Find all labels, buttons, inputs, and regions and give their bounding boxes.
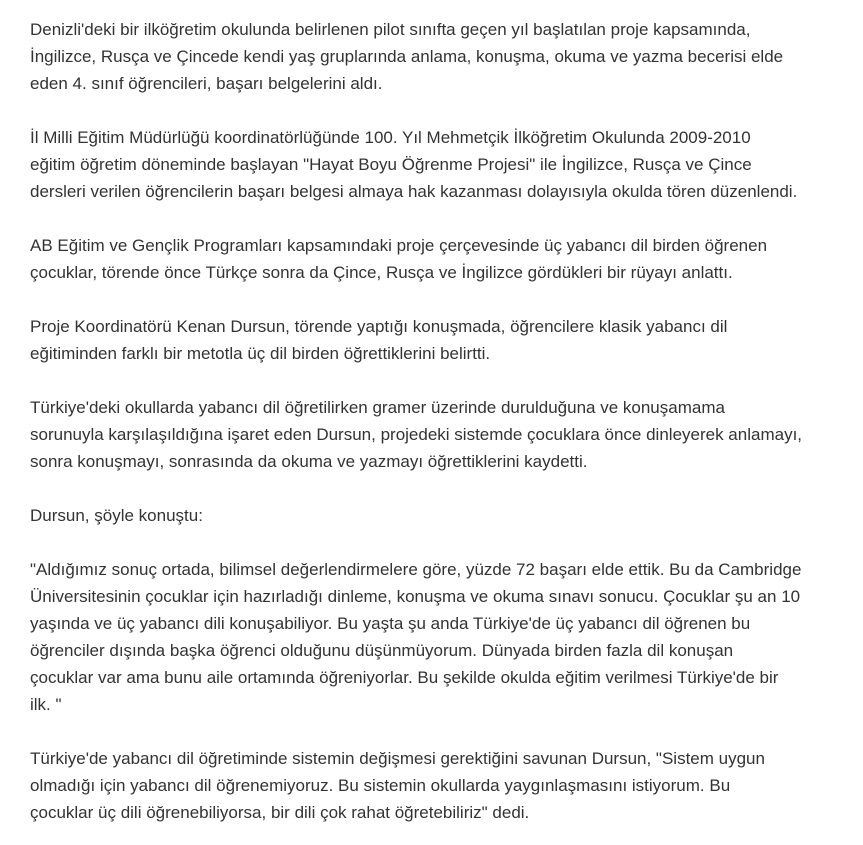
article-paragraph: Denizli'deki bir ilköğretim okulunda belirlenen pilot sınıfta geçen yıl başlatılan proje kapsamında, İngilizce, Rusça ve Çincede kendi yaş gruplarında anlama, konuşma, okuma ve yazma becerisi elde eden 4. sınıf öğrencileri, başarı belgelerini aldı. xyxy=(30,20,784,93)
article-paragraph: AB Eğitim ve Gençlik Programları kapsamındaki proje çerçevesinde üç yabancı dil birden öğrenen çocuklar, törende önce Türkçe sonra da Çince, Rusça ve İngilizce gördükleri bir rüyayı anlattı. xyxy=(30,236,768,282)
article-paragraph: Türkiye'de yabancı dil öğretiminde sistemin değişmesi gerektiğini savunan Dursun, "Sistem uygun olmadığı için yabancı dil öğrenemiyoruz. Bu sistemin okullarda yaygınlaşmasını istiyorum. Bu çocuklar üç dili öğrenebiliyorsa, bir dili çok rahat öğretebiliriz" dedi. xyxy=(30,749,765,822)
article-paragraph: İl Milli Eğitim Müdürlüğü koordinatörlüğünde 100. Yıl Mehmetçik İlköğretim Okulunda 2009-2010 eğitim öğretim döneminde başlayan "Hayat Boyu Öğrenme Projesi" ile İngilizce, Rusça ve Çince dersleri verilen öğrencilerin başarı belgesi almaya hak kazanması dolayısıyla okulda tören düzenlendi. xyxy=(30,128,798,201)
article-paragraph: Türkiye'deki okullarda yabancı dil öğretilirken gramer üzerinde durulduğuna ve konuşamama sorunuyla karşılaşıldığına işaret eden Dursun, projedeki sistemde çocuklara önce dinleyerek anlamayı, sonra konuşmayı, sonrasında da okuma ve yazmayı öğrettiklerini kaydetti. xyxy=(30,398,803,471)
article-paragraph: Dursun, şöyle konuştu: xyxy=(30,506,203,525)
article-paragraph: Proje Koordinatörü Kenan Dursun, törende yaptığı konuşmada, öğrencilere klasik yabancı dil eğitiminden farklı bir metotla üç dil birden öğrettiklerini belirtti. xyxy=(30,317,728,363)
quote-paragraph: "Aldığımız sonuç ortada, bilimsel değerlendirmelere göre, yüzde 72 başarı elde ettik. Bu da Cambridge Üniversitesinin çocuklar için hazırladığı dinleme, konuşma ve okuma sınavı sonucu. Çocuklar şu an 10 yaşında ve üç yabancı dili konuşabiliyor. Bu yaşta şu anda Türkiye'de üç yabancı dil öğrenen bu öğrenciler dışında başka öğrenci olduğunu düşünmüyorum. Dünyada birden fazla dil konuşan çocuklar var ama bunu aile ortamında öğreniyorlar. Bu şekilde okulda eğitim verilmesi Türkiye'de bir ilk. " xyxy=(30,560,802,714)
